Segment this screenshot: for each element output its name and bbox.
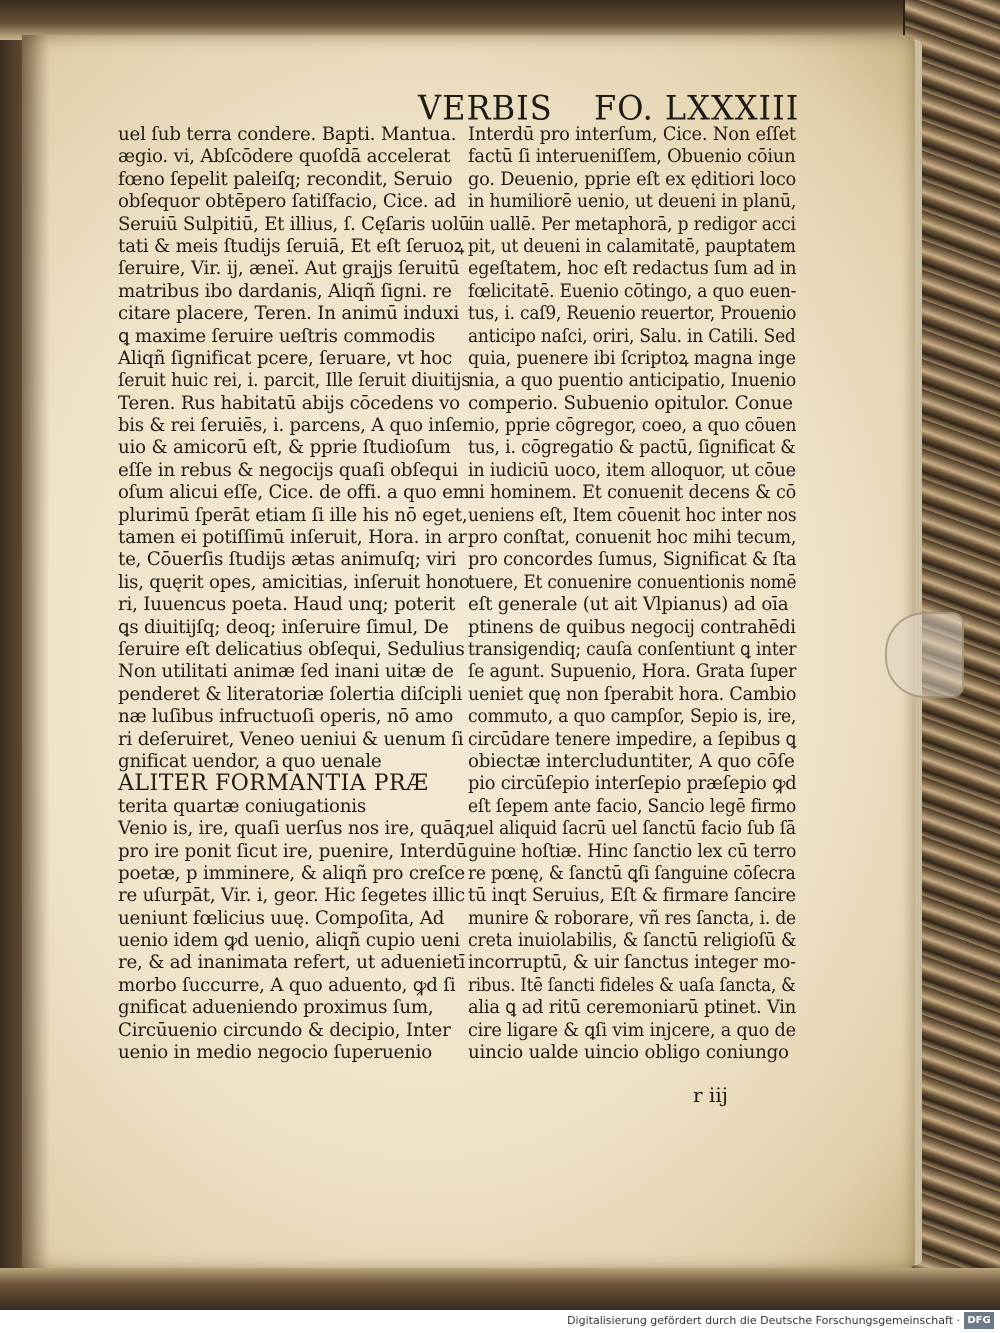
text-line: pit, ut deueni in calamitatē, pauptatem [468, 235, 796, 257]
text-line: munire & roborare, vñ res ſancta, i. de [468, 907, 796, 929]
text-line: re, & ad inanimata refert, ut aduenietī [118, 952, 466, 974]
text-line: cire ligare & ꝗſi vim injcere, a quo de [468, 1019, 796, 1041]
text-line: ptinens de quibus negocij contrahēdi [468, 616, 796, 638]
text-line: Circūuenio circundo & decipio, Inter [118, 1019, 451, 1041]
text-line: tū inqt Seruius, Eſt & firmare ſancire [468, 885, 796, 907]
text-line: uenio idem ꝙd uenio, aliqñ cupio ueni [118, 930, 460, 952]
text-line: factū ſi interueniſſem, Obuenio cōiun [468, 146, 796, 168]
left-text-column [118, 124, 470, 1064]
text-line: fœno ſepelit paleiſq; recondit, Seruio [118, 168, 453, 190]
text-line: bis & rei ſeruiēs, i. parcens, A quo inſer [118, 415, 471, 437]
text-line: poetæ, p imminere, & aliqñ pro creſce [118, 862, 465, 884]
text-line: pro conſtat, conuenit hoc mihi tecum, [468, 527, 797, 549]
text-line: obiectæ intercluduntiter, A quo cōſe [468, 750, 795, 772]
text-line: næ luſibus infructuoſi operis, nō amo [118, 706, 454, 728]
text-line: guine hoſtiæ. Hinc ſanctio lex cū terro [468, 840, 797, 862]
text-line: ſeruit huic rei, i. parcit, Ille ſeruit diuitijs [118, 370, 471, 392]
text-line: Non utilitati animæ ſed inani uitæ de [118, 661, 454, 683]
text-line: go. Deuenio, pprie eſt ex ęditiori loco [468, 168, 797, 190]
text-line: ueniet quę non ſperabit hora. Cambio [468, 683, 797, 705]
text-line: fœlicitatē. Euenio cōtingo, a quo euen- [468, 280, 797, 302]
text-line: pio circūſepio interſepio præſepio ꝙd [468, 773, 797, 795]
text-line: uincio ualde uincio obligo coniungo [468, 1042, 789, 1064]
text-line: uio & amicorū eſt, & pprie ſtudioſum [118, 437, 451, 459]
text-line: ribus. Itē ſancti fideles & uaſa ſancta, & [468, 974, 796, 996]
text-line: in humiliorē uenio, ut deueni in planū, [468, 191, 797, 213]
text-line: uenio in medio negocio ſuperuenio [118, 1042, 432, 1064]
text-line: Interdū pro interſum, Cice. Non eſſet [468, 124, 796, 145]
text-line: Aliqñ ſignificat pcere, ſeruare, vt hoc [118, 347, 453, 369]
text-line: te, Cōuerſis ſtudijs ætas animuſq; viri [118, 549, 457, 571]
text-line: tati & meis ſtudijs ſeruiā, Et eſt ſeruoꝝ [118, 235, 465, 257]
text-line: egeſtatem, hoc eſt redactus ſum ad in [468, 258, 797, 280]
text-line: Seruiū Sulpitiū, Et illius, ſ. Cęſaris uolū [118, 213, 470, 235]
dfg-logo: DFG [964, 1312, 994, 1329]
text-line: ꝗ maxime ſeruire ueſtris commodis [118, 325, 436, 347]
text-line: penderet & literatoriæ ſolertia diſcipli [118, 683, 463, 705]
text-line: transigendiq; cauſa conſentiunt ꝗ inter [468, 638, 797, 660]
text-line: re uſurpāt, Vir. i, geor. Hic ſegetes illic [118, 885, 465, 907]
text-line: uel ſub terra condere. Bapti. Mantua. [118, 124, 457, 145]
text-line: gnificat adueniendo proximus ſum, [118, 997, 434, 1019]
folio-number: FO. LXXXIII [594, 88, 800, 128]
text-line: Teren. Rus habitatū abijs cōcedens vo [118, 392, 460, 414]
text-line: ægio. vi, Abſcōdere quoſdā accelerat [118, 146, 451, 168]
text-line: ſeruire eſt delicatius obſequi, Sedulius [118, 638, 465, 660]
text-line: quia, puenere ibi ſcriptoꝝ magna inge [468, 347, 796, 369]
text-line: comperio. Subuenio opitulor. Conue [468, 392, 793, 414]
text-line: pro ire ponit ſicut ire, puenire, Interdū [118, 840, 468, 862]
text-line: ri deſeruiret, Veneo ueniui & uenum ſi [118, 728, 464, 750]
text-line: ALITER FORMANTIA PRÆ [118, 771, 429, 797]
text-line: pro concordes ſumus, Significat & ſta [468, 549, 797, 571]
text-line: obſequor obtēpero ſatiſfacio, Cice. ad [118, 191, 457, 213]
text-line: plurimū ſperāt etiam ſi ille his nō eget, [118, 504, 468, 526]
text-line: incorruptū, & uir ſanctus integer mo- [468, 952, 796, 974]
text-line: circūdare tenere impedire, a ſepibus ꝗ [468, 728, 797, 750]
text-line: tamen ei potiſſimū inſeruit, Hora. in ar [118, 527, 467, 549]
text-line: anticipo naſci, oriri, Salu. in Catili. Sed [468, 325, 796, 347]
text-line: ni hominem. Et conuenit decens & cō [468, 482, 797, 504]
text-line: tus, i. caſ9, Reuenio reuertor, Prouenio [468, 303, 797, 325]
top-edge [0, 0, 1000, 40]
text-line: in iudiciū uoco, item alloquor, ut cōue [468, 459, 796, 481]
gutter-shadow [22, 35, 50, 1270]
text-line: oſum alicui eſſe, Cice. de offi. a quo em [118, 482, 470, 504]
text-line: ſe agunt. Supuenio, Hora. Grata ſuper [468, 661, 797, 683]
text-line: eſt ſepem ante facio, Sancio legē firmo [468, 795, 797, 817]
text-line: nia, a quo puentio anticipatio, Inuenio [468, 370, 797, 392]
text-line: ueniunt fœlicius uuę. Compoſita, Ad [118, 907, 445, 929]
running-head-word: VERBIS [418, 88, 553, 128]
text-line: matribus ibo dardanis, Aliqñ ſigni. re [118, 280, 452, 302]
text-line: creta inuiolabilis, & ſanctū religioſū & [468, 930, 797, 952]
signature-mark: r iij [693, 1083, 728, 1107]
text-line: ꝗs diuitijſq; deoq; inſeruire ſimul, De [118, 616, 449, 638]
funding-notice: Digitalisierung gefördert durch die Deutsche Forschungsgemeinschaft · [567, 1314, 960, 1327]
text-line: uel aliquid ſacrū uel ſanctū facio ſub ſā [468, 818, 796, 840]
text-line: tuere, Et conuenire conuentionis nomē [468, 571, 797, 593]
text-line: re pœnę, & ſanctū ꝗſi ſanguine cōſecra [468, 862, 796, 884]
text-line: gnificat uendor, a quo uenale [118, 750, 382, 772]
text-line: citare placere, Teren. In animū induxi [118, 303, 460, 325]
text-line: ſeruire, Vir. ij, æneï. Aut grajjs ſeruitū [118, 258, 460, 280]
text-line: eſſe in rebus & negocijs quaſi obſequi [118, 459, 458, 481]
text-line: Venio is, ire, quaſi uerſus nos ire, quāq; [118, 818, 471, 840]
text-line: nio, pprie cōgregor, coeo, a quo cōuen [468, 415, 797, 437]
text-line: eſt generale (ut ait Vlpianus) ad oīa [468, 594, 789, 616]
text-line: lis, quęrit opes, amicitias, inſeruit hono [118, 571, 470, 593]
text-line: tus, i. cōgregatio & pactū, ſignificat & [468, 437, 796, 459]
text-line: alia ꝗ ad ritū ceremoniarū ptinet. Vin [468, 997, 796, 1019]
right-text-column [468, 124, 796, 1064]
text-line: morbo ſuccurre, A quo aduento, ꝙd ſi [118, 974, 456, 996]
text-line: commuto, a quo campſor, Sepio is, ire, [468, 706, 797, 728]
text-line: in uallē. Per metaphorā, p redigor acci [468, 213, 796, 235]
text-line: ueniens eſt, Item cōuenit hoc inter nos [468, 504, 797, 526]
bottom-edge [0, 1268, 1000, 1310]
clasp [885, 612, 964, 698]
footer-bar [0, 1310, 1000, 1333]
text-line: ri, Iuuencus poeta. Haud unq; poterit [118, 594, 456, 616]
text-line: terita quartæ coniugationis [118, 795, 366, 817]
